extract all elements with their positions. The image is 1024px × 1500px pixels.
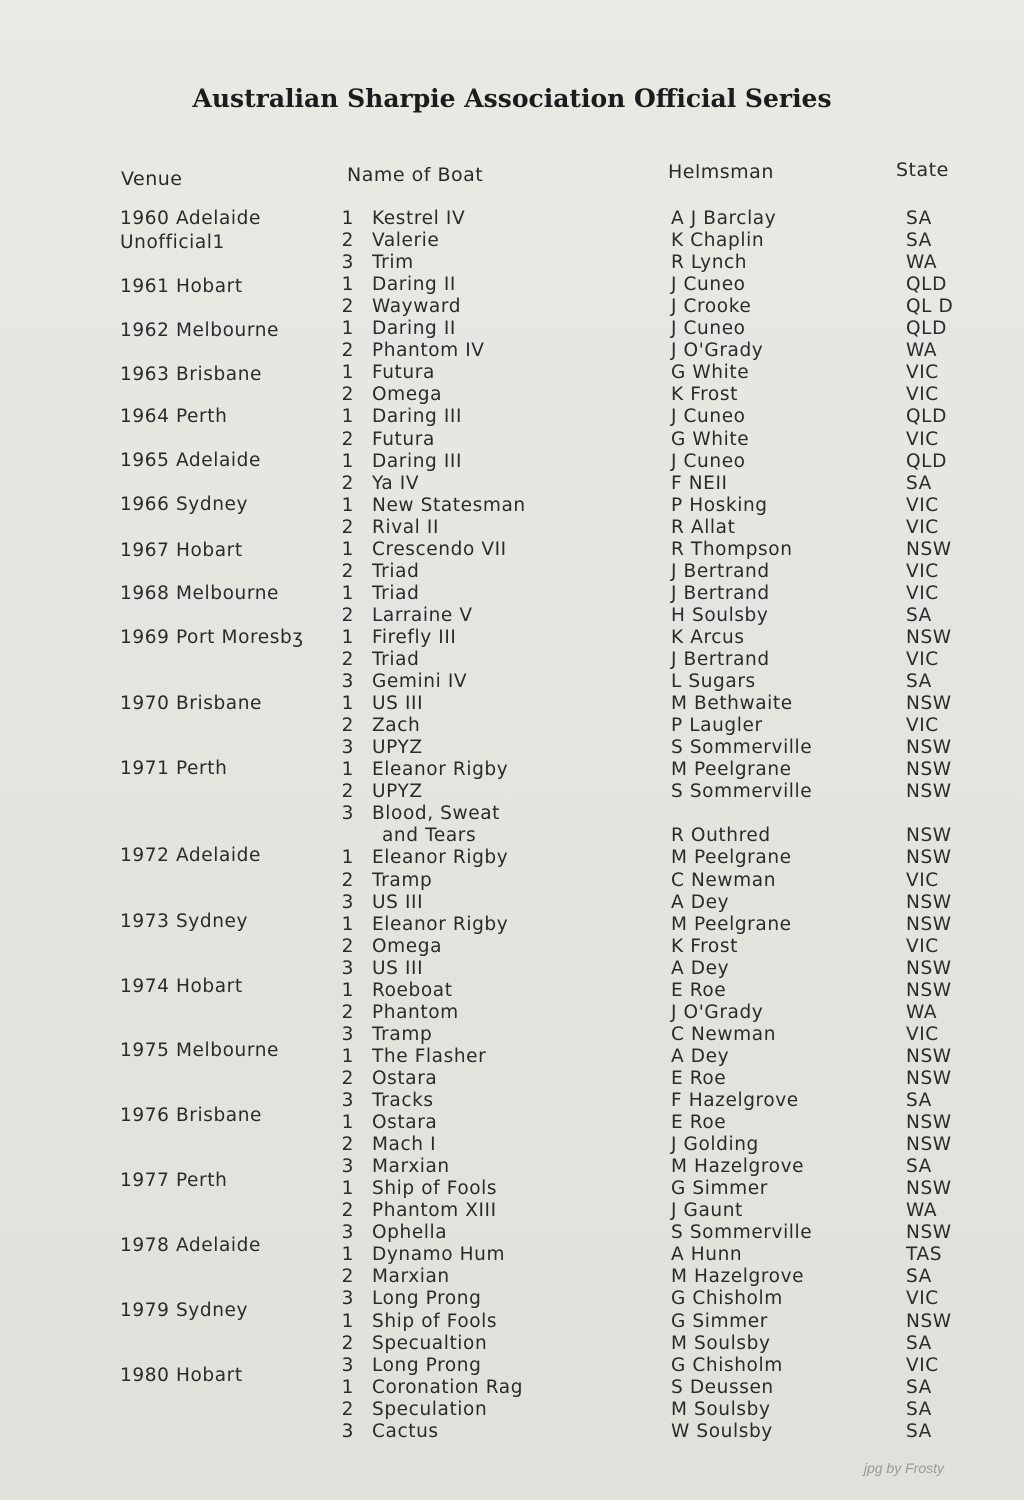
helmsman-name: G White	[671, 362, 750, 384]
place-number: 1	[341, 1244, 354, 1266]
boat-name: New Statesman	[372, 494, 526, 516]
place-number: 3	[341, 1090, 354, 1111]
place-number: 2	[341, 1266, 354, 1288]
place-number: 2	[341, 869, 354, 891]
place-number: 1	[341, 318, 354, 340]
state-code: VIC	[906, 560, 939, 582]
place-number: 2	[341, 604, 354, 626]
place-number: 2	[341, 1398, 354, 1420]
place-number: 2	[341, 516, 354, 538]
helmsman-name: M Peelgrane	[671, 759, 792, 781]
boat-name: Zach	[372, 715, 421, 737]
venue-label: 1977 Perth	[120, 1170, 228, 1191]
place-number: 1	[341, 1045, 354, 1067]
helmsman-header: Helmsman	[668, 161, 774, 183]
boat-name: Futura	[372, 428, 435, 450]
helmsman-name: S Deussen	[671, 1376, 774, 1398]
state-code: SA	[906, 1156, 932, 1178]
page-title: Australian Sharpie Association Official Series	[192, 84, 832, 113]
state-code: SA	[906, 1266, 932, 1288]
place-number: 1	[341, 1112, 354, 1134]
state-code: SA	[906, 604, 932, 626]
place-number: 2	[341, 1200, 354, 1222]
boat-name: Ostara	[372, 1067, 438, 1089]
place-number: 2	[341, 472, 354, 494]
helmsman-name: P Laugler	[671, 715, 763, 737]
state-code: WA	[906, 1200, 938, 1222]
place-number: 1	[341, 450, 354, 472]
venue-label: 1980 Hobart	[120, 1365, 243, 1386]
venue-label: 1961 Hobart	[120, 276, 243, 297]
state-code: NSW	[906, 1045, 952, 1067]
helmsman-name: K Arcus	[671, 626, 745, 648]
helmsman-name: G Simmer	[671, 1178, 768, 1200]
state-code: QLD	[906, 274, 947, 296]
state-code: SA	[906, 1090, 932, 1111]
state-code: VIC	[906, 1354, 939, 1376]
place-number: 3	[341, 803, 354, 825]
boat-name: Triad	[372, 582, 420, 604]
venue-label: 1975 Melbourne	[120, 1040, 280, 1061]
boat-name: Crescendo VII	[372, 538, 507, 560]
helmsman-name: L Sugars	[671, 671, 756, 693]
boat-name: Ophella	[372, 1222, 448, 1244]
helmsman-name: R Allat	[671, 516, 736, 538]
helmsman-name: R Lynch	[671, 252, 748, 274]
boat-name: Daring II	[372, 318, 456, 340]
place-number: 1	[341, 759, 354, 781]
place-number: 2	[341, 296, 354, 318]
state-code: TAS	[906, 1244, 943, 1266]
helmsman-name: R Outhred	[671, 825, 771, 847]
helmsman-name: M Soulsby	[671, 1398, 771, 1420]
place-number: 3	[341, 252, 354, 274]
state-code: NSW	[906, 1178, 952, 1200]
helmsman-name: J Bertrand	[671, 560, 770, 582]
state-code: NSW	[906, 847, 952, 869]
place-number: 2	[341, 1067, 354, 1089]
helmsman-name: J Golding	[671, 1134, 759, 1156]
venue-label: 1966 Sydney	[120, 494, 249, 515]
place-number: 3	[341, 1354, 354, 1376]
venue-label: 1968 Melbourne	[120, 583, 280, 604]
state-code: SA	[906, 1376, 932, 1398]
helmsman-name: E Roe	[671, 979, 727, 1001]
helmsman-name: W Soulsby	[671, 1420, 773, 1442]
venue-header: Venue	[121, 168, 183, 190]
boat-name: Blood, Sweat	[372, 803, 501, 825]
state-code: NSW	[906, 913, 952, 935]
state-code: VIC	[906, 428, 939, 450]
place-number: 2	[341, 781, 354, 803]
boat-name: Ostara	[372, 1112, 438, 1134]
venue-label: 1972 Adelaide	[120, 845, 261, 866]
venue-label: Unofficial1	[120, 232, 225, 253]
state-code: NSW	[906, 626, 952, 648]
boat-name: UPYZ	[372, 781, 423, 803]
place-number: 3	[341, 737, 354, 759]
helmsman-name: J Crooke	[671, 296, 752, 318]
place-number: 3	[341, 1288, 354, 1310]
state-code: VIC	[906, 649, 939, 670]
helmsman-name: P Hosking	[671, 494, 768, 516]
state-code: QLD	[906, 318, 947, 340]
venue-label: 1967 Hobart	[120, 540, 243, 561]
place-number: 1	[341, 406, 354, 428]
helmsman-name: J Cuneo	[671, 406, 746, 428]
state-code: SA	[906, 230, 932, 252]
state-code: QLD	[906, 450, 947, 472]
helmsman-name: C Newman	[671, 869, 777, 891]
helmsman-name: J Gaunt	[671, 1200, 743, 1222]
helmsman-name: E Roe	[671, 1112, 727, 1134]
helmsman-name: F Hazelgrove	[671, 1090, 799, 1111]
venue-label: 1974 Hobart	[120, 976, 243, 997]
boat-name: Phantom	[372, 1001, 459, 1023]
boat-name: Triad	[372, 560, 420, 582]
boat-name: Daring III	[372, 450, 463, 472]
boat-name: Ship of Fools	[372, 1178, 498, 1200]
venue-label: 1971 Perth	[120, 758, 228, 779]
place-number: 1	[341, 208, 354, 229]
place-number: 3	[341, 1156, 354, 1178]
place-number: 2	[341, 1332, 354, 1354]
place-number: 1	[341, 582, 354, 604]
state-code: SA	[906, 1420, 932, 1442]
venue-label: 1970 Brisbane	[120, 693, 263, 714]
place-number: 2	[341, 715, 354, 737]
state-code: SA	[906, 208, 932, 229]
place-number: 3	[341, 957, 354, 979]
place-number: 3	[341, 1222, 354, 1244]
helmsman-name: K Frost	[671, 384, 738, 406]
place-number: 1	[341, 693, 354, 715]
photo-credit: jpg by Frosty	[863, 1460, 944, 1476]
state-code: NSW	[906, 781, 952, 803]
place-number: 1	[341, 913, 354, 935]
state-code: NSW	[906, 759, 952, 781]
state-code: NSW	[906, 825, 952, 847]
boat-name: and Tears	[382, 825, 477, 847]
place-number: 2	[341, 1134, 354, 1156]
state-code: SA	[906, 1332, 932, 1354]
helmsman-name: A Dey	[671, 891, 730, 913]
boat-name: Futura	[372, 362, 435, 384]
state-code: NSW	[906, 891, 952, 913]
state-code: VIC	[906, 582, 939, 604]
boat-name: Valerie	[372, 230, 440, 252]
place-number: 2	[341, 428, 354, 450]
boat-name: UPYZ	[372, 737, 423, 759]
boat-name: Daring III	[372, 406, 463, 428]
state-code: VIC	[906, 869, 939, 891]
helmsman-name: M Hazelgrove	[671, 1156, 805, 1178]
boat-header: Name of Boat	[347, 164, 484, 186]
helmsman-name: A Hunn	[671, 1244, 743, 1266]
state-code: NSW	[906, 1067, 952, 1089]
boat-name: Speculation	[372, 1398, 488, 1420]
boat-name: Cactus	[372, 1420, 439, 1442]
helmsman-name: M Peelgrane	[671, 847, 792, 869]
place-number: 2	[341, 649, 354, 670]
state-code: SA	[906, 671, 932, 693]
place-number: 2	[341, 384, 354, 406]
state-code: VIC	[906, 1023, 939, 1045]
helmsman-name: M Bethwaite	[671, 693, 793, 715]
helmsman-name: S Sommerville	[671, 737, 813, 759]
boat-name: Larraine V	[372, 604, 473, 626]
boat-name: Phantom XIII	[372, 1200, 497, 1222]
boat-name: Specualtion	[372, 1332, 488, 1354]
boat-name: Roeboat	[372, 979, 453, 1001]
state-header: State	[896, 159, 949, 181]
boat-name: Tramp	[372, 1023, 433, 1045]
boat-name: Ship of Fools	[372, 1310, 498, 1332]
place-number: 2	[341, 560, 354, 582]
boat-name: Eleanor Rigby	[372, 913, 509, 935]
place-number: 2	[341, 1001, 354, 1023]
venue-label: 1963 Brisbane	[120, 364, 263, 385]
venue-label: 1973 Sydney	[120, 911, 249, 932]
helmsman-name: M Peelgrane	[671, 913, 792, 935]
helmsman-name: C Newman	[671, 1023, 777, 1045]
boat-name: Gemini IV	[372, 671, 468, 693]
helmsman-name: J O'Grady	[671, 1001, 764, 1023]
boat-name: Marxian	[372, 1266, 450, 1288]
helmsman-name: G Chisholm	[671, 1354, 783, 1376]
place-number: 1	[341, 494, 354, 516]
place-number: 2	[341, 935, 354, 957]
boat-name: Ya IV	[372, 472, 420, 494]
boat-name: Coronation Rag	[372, 1376, 524, 1398]
boat-name: Phantom IV	[372, 340, 485, 362]
boat-name: Mach I	[372, 1134, 437, 1156]
helmsman-name: E Roe	[671, 1067, 727, 1089]
place-number: 1	[341, 847, 354, 869]
venue-label: 1976 Brisbane	[120, 1105, 263, 1126]
helmsman-name: K Chaplin	[671, 230, 765, 252]
place-number: 1	[341, 1310, 354, 1332]
state-code: VIC	[906, 715, 939, 737]
state-code: VIC	[906, 1288, 939, 1310]
venue-label: 1962 Melbourne	[120, 320, 280, 341]
helmsman-name: H Soulsby	[671, 604, 769, 626]
helmsman-name: G Simmer	[671, 1310, 768, 1332]
helmsman-name: S Sommerville	[671, 1222, 813, 1244]
state-code: NSW	[906, 1112, 952, 1134]
place-number: 2	[341, 340, 354, 362]
place-number: 2	[341, 230, 354, 252]
place-number: 1	[341, 362, 354, 384]
state-code: WA	[906, 340, 938, 362]
place-number: 1	[341, 626, 354, 648]
helmsman-name: M Hazelgrove	[671, 1266, 805, 1288]
state-code: WA	[906, 1001, 938, 1023]
helmsman-name: J Bertrand	[671, 582, 770, 604]
boat-name: Eleanor Rigby	[372, 847, 509, 869]
place-number: 1	[341, 538, 354, 560]
boat-name: Rival II	[372, 516, 440, 538]
helmsman-name: J Cuneo	[671, 450, 746, 472]
helmsman-name: J O'Grady	[671, 340, 764, 362]
boat-name: Trim	[372, 252, 414, 274]
helmsman-name: K Frost	[671, 935, 738, 957]
helmsman-name: J Cuneo	[671, 274, 746, 296]
boat-name: The Flasher	[372, 1045, 487, 1067]
state-code: QLD	[906, 406, 947, 428]
helmsman-name: M Soulsby	[671, 1332, 771, 1354]
helmsman-name: A Dey	[671, 1045, 730, 1067]
state-code: NSW	[906, 737, 952, 759]
place-number: 3	[341, 891, 354, 913]
boat-name: US III	[372, 693, 424, 715]
boat-name: Omega	[372, 384, 443, 406]
boat-name: Dynamo Hum	[372, 1244, 506, 1266]
state-code: VIC	[906, 384, 939, 406]
helmsman-name: J Bertrand	[671, 649, 770, 670]
boat-name: Firefly III	[372, 626, 457, 648]
place-number: 3	[341, 671, 354, 693]
helmsman-name: A Dey	[671, 957, 730, 979]
boat-name: US III	[372, 891, 424, 913]
helmsman-name: S Sommerville	[671, 781, 813, 803]
state-code: NSW	[906, 957, 952, 979]
boat-name: Marxian	[372, 1156, 450, 1178]
helmsman-name: J Cuneo	[671, 318, 746, 340]
state-code: NSW	[906, 1134, 952, 1156]
state-code: NSW	[906, 1310, 952, 1332]
venue-label: 1979 Sydney	[120, 1300, 249, 1321]
place-number: 1	[341, 1178, 354, 1200]
boat-name: US III	[372, 957, 424, 979]
state-code: NSW	[906, 1222, 952, 1244]
boat-name: Triad	[372, 649, 420, 670]
venue-label: 1969 Port Moresbʒ	[120, 627, 304, 648]
place-number: 3	[341, 1023, 354, 1045]
place-number: 1	[341, 274, 354, 296]
venue-label: 1960 Adelaide	[120, 208, 261, 229]
state-code: SA	[906, 1398, 932, 1420]
boat-name: Long Prong	[372, 1288, 482, 1310]
boat-name: Omega	[372, 935, 443, 957]
boat-name: Wayward	[372, 296, 462, 318]
place-number: 3	[341, 1420, 354, 1442]
state-code: SA	[906, 472, 932, 494]
state-code: NSW	[906, 979, 952, 1001]
helmsman-name: F NEII	[671, 472, 728, 494]
helmsman-name: G White	[671, 428, 750, 450]
helmsman-name: R Thompson	[671, 538, 793, 560]
place-number: 1	[341, 1376, 354, 1398]
state-code: NSW	[906, 693, 952, 715]
venue-label: 1964 Perth	[120, 406, 228, 427]
boat-name: Kestrel IV	[372, 208, 466, 229]
boat-name: Eleanor Rigby	[372, 759, 509, 781]
state-code: VIC	[906, 362, 939, 384]
boat-name: Tracks	[372, 1090, 434, 1111]
helmsman-name: G Chisholm	[671, 1288, 783, 1310]
state-code: VIC	[906, 935, 939, 957]
boat-name: Daring II	[372, 274, 456, 296]
boat-name: Tramp	[372, 869, 433, 891]
state-code: QL D	[906, 296, 954, 318]
state-code: NSW	[906, 538, 952, 560]
helmsman-name: A J Barclay	[671, 208, 777, 229]
state-code: VIC	[906, 516, 939, 538]
venue-label: 1978 Adelaide	[120, 1235, 261, 1256]
state-code: WA	[906, 252, 938, 274]
venue-label: 1965 Adelaide	[120, 450, 261, 471]
state-code: VIC	[906, 494, 939, 516]
place-number: 1	[341, 979, 354, 1001]
boat-name: Long Prong	[372, 1354, 482, 1376]
